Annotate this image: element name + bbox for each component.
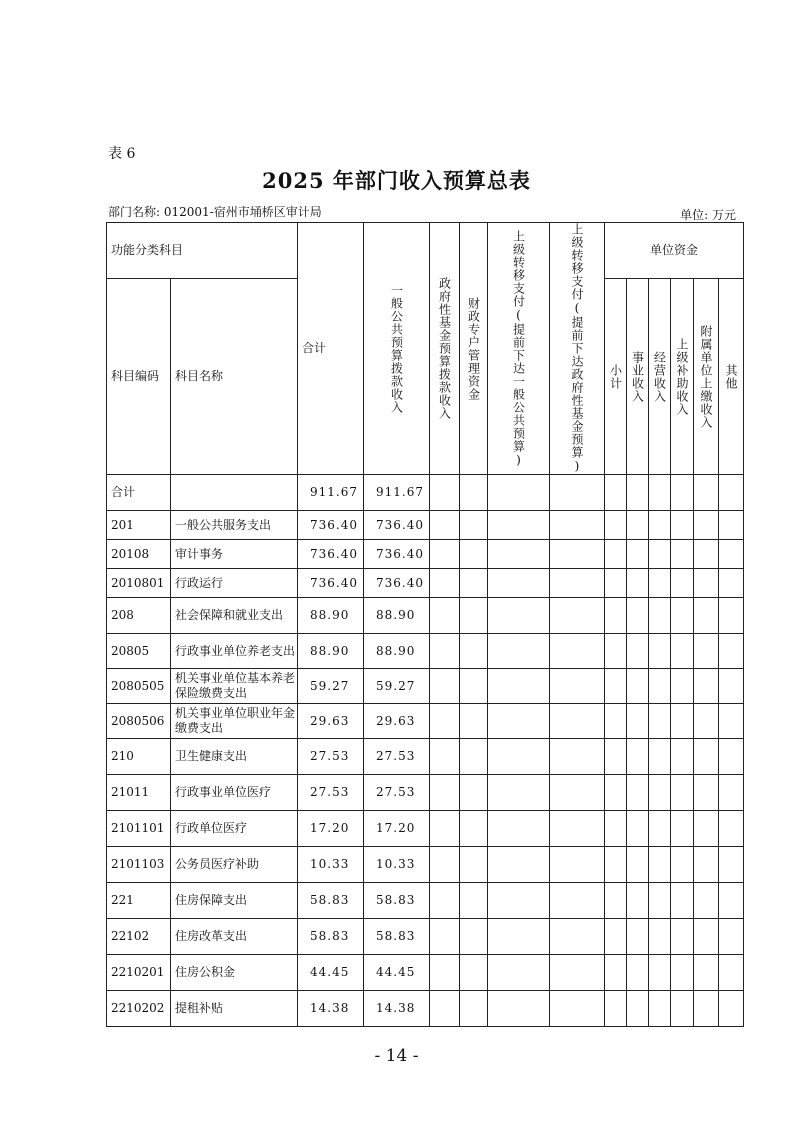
row-empty-cell: [460, 955, 488, 991]
row-empty-cell: [605, 569, 627, 598]
row-empty-cell: [627, 634, 649, 669]
row-empty-cell: [627, 475, 649, 511]
row-general-budget: 58.83: [364, 919, 430, 955]
table-row: [107, 634, 744, 669]
row-empty-cell: [627, 883, 649, 919]
table-row: [107, 511, 744, 540]
row-empty-cell: [430, 704, 460, 739]
row-empty-cell: [719, 569, 744, 598]
row-empty-cell: [460, 919, 488, 955]
row-name: [171, 475, 298, 511]
row-empty-cell: [649, 540, 671, 569]
table-label: 表 6: [108, 146, 136, 162]
header-subsidy-income: 上级补助收入: [671, 279, 694, 475]
row-general-budget: 27.53: [364, 775, 430, 811]
row-empty-cell: [627, 598, 649, 634]
header-transfer-gov-fund: 上级转移支付(提前下达政府性基金预算): [550, 223, 605, 475]
row-empty-cell: [649, 847, 671, 883]
row-empty-cell: [460, 739, 488, 775]
row-empty-cell: [430, 634, 460, 669]
table-row: [107, 811, 744, 847]
row-empty-cell: [694, 475, 719, 511]
row-empty-cell: [719, 511, 744, 540]
row-empty-cell: [460, 811, 488, 847]
row-total: 10.33: [298, 847, 364, 883]
row-name: 公务员医疗补助: [171, 847, 298, 883]
row-empty-cell: [430, 569, 460, 598]
row-empty-cell: [719, 475, 744, 511]
row-general-budget: 44.45: [364, 955, 430, 991]
row-total: 27.53: [298, 739, 364, 775]
row-empty-cell: [627, 919, 649, 955]
row-total: 58.83: [298, 883, 364, 919]
row-code: 22102: [107, 919, 171, 955]
department-name: 部门名称: 012001-宿州市埇桥区审计局: [108, 205, 322, 219]
row-code: 2080505: [107, 669, 171, 704]
header-code: 科目编码: [107, 279, 171, 475]
row-name: 机关事业单位职业年金缴费支出: [171, 704, 298, 739]
header-special-fund: 财政专户管理资金: [460, 223, 488, 475]
row-empty-cell: [488, 598, 550, 634]
page-number: - 14 -: [374, 1046, 419, 1066]
row-general-budget: 88.90: [364, 634, 430, 669]
header-gov-fund: 政府性基金预算拨款收入: [430, 223, 460, 475]
row-empty-cell: [488, 775, 550, 811]
row-empty-cell: [550, 919, 605, 955]
page-title: 2025 年部门收入预算总表: [262, 168, 531, 193]
row-empty-cell: [605, 955, 627, 991]
table-row: [107, 883, 744, 919]
row-total: 17.20: [298, 811, 364, 847]
row-empty-cell: [627, 540, 649, 569]
row-empty-cell: [627, 847, 649, 883]
row-empty-cell: [649, 883, 671, 919]
row-empty-cell: [430, 991, 460, 1027]
row-empty-cell: [460, 540, 488, 569]
row-empty-cell: [430, 475, 460, 511]
row-empty-cell: [694, 775, 719, 811]
row-empty-cell: [605, 634, 627, 669]
row-empty-cell: [488, 704, 550, 739]
row-empty-cell: [649, 704, 671, 739]
row-empty-cell: [719, 955, 744, 991]
row-general-budget: 911.67: [364, 475, 430, 511]
row-total: 736.40: [298, 569, 364, 598]
row-empty-cell: [719, 634, 744, 669]
row-empty-cell: [627, 991, 649, 1027]
row-empty-cell: [627, 511, 649, 540]
row-empty-cell: [694, 669, 719, 704]
row-code: 2010801: [107, 569, 171, 598]
row-empty-cell: [671, 569, 694, 598]
row-empty-cell: [488, 540, 550, 569]
header-operating-income: 经营收入: [649, 279, 671, 475]
table-row: [107, 775, 744, 811]
table-row: [107, 669, 744, 704]
row-empty-cell: [649, 475, 671, 511]
row-empty-cell: [605, 598, 627, 634]
row-empty-cell: [719, 669, 744, 704]
row-empty-cell: [550, 775, 605, 811]
row-empty-cell: [550, 540, 605, 569]
row-total: 29.63: [298, 704, 364, 739]
row-empty-cell: [550, 475, 605, 511]
row-general-budget: 736.40: [364, 511, 430, 540]
row-code: 210: [107, 739, 171, 775]
row-empty-cell: [671, 811, 694, 847]
row-empty-cell: [430, 540, 460, 569]
row-empty-cell: [550, 991, 605, 1027]
row-empty-cell: [488, 511, 550, 540]
row-code: 合计: [107, 475, 171, 511]
row-name: 机关事业单位基本养老保险缴费支出: [171, 669, 298, 704]
row-empty-cell: [671, 775, 694, 811]
row-empty-cell: [430, 955, 460, 991]
row-empty-cell: [627, 775, 649, 811]
header-general-budget: 一般公共预算拨款收入: [364, 223, 430, 475]
row-name: 行政单位医疗: [171, 811, 298, 847]
row-general-budget: 736.40: [364, 569, 430, 598]
table-row: [107, 598, 744, 634]
row-empty-cell: [488, 669, 550, 704]
row-empty-cell: [719, 775, 744, 811]
row-total: 59.27: [298, 669, 364, 704]
row-empty-cell: [694, 598, 719, 634]
header-other: 其他: [719, 279, 744, 475]
row-empty-cell: [488, 991, 550, 1027]
row-empty-cell: [627, 955, 649, 991]
row-empty-cell: [460, 569, 488, 598]
row-empty-cell: [430, 669, 460, 704]
row-name: 行政运行: [171, 569, 298, 598]
header-name: 科目名称: [171, 279, 298, 475]
row-empty-cell: [627, 811, 649, 847]
row-empty-cell: [488, 569, 550, 598]
row-empty-cell: [649, 511, 671, 540]
row-empty-cell: [460, 669, 488, 704]
row-empty-cell: [460, 511, 488, 540]
row-empty-cell: [694, 883, 719, 919]
header-transfer-general: 上级转移支付(提前下达一般公共预算): [488, 223, 550, 475]
row-empty-cell: [550, 739, 605, 775]
row-empty-cell: [550, 847, 605, 883]
table-row: [107, 540, 744, 569]
row-empty-cell: [694, 811, 719, 847]
row-total: 14.38: [298, 991, 364, 1027]
row-code: 2101103: [107, 847, 171, 883]
row-total: 911.67: [298, 475, 364, 511]
row-empty-cell: [488, 475, 550, 511]
row-empty-cell: [488, 811, 550, 847]
row-empty-cell: [719, 847, 744, 883]
row-empty-cell: [430, 511, 460, 540]
row-empty-cell: [671, 955, 694, 991]
row-empty-cell: [649, 598, 671, 634]
header-subtotal: 小计: [605, 279, 627, 475]
row-empty-cell: [627, 739, 649, 775]
row-empty-cell: [671, 511, 694, 540]
row-total: 27.53: [298, 775, 364, 811]
row-empty-cell: [694, 955, 719, 991]
row-empty-cell: [719, 991, 744, 1027]
row-empty-cell: [627, 669, 649, 704]
row-empty-cell: [719, 540, 744, 569]
row-empty-cell: [605, 475, 627, 511]
row-empty-cell: [550, 883, 605, 919]
row-empty-cell: [719, 739, 744, 775]
row-empty-cell: [460, 475, 488, 511]
row-empty-cell: [605, 540, 627, 569]
header-unit-funds: 单位资金: [605, 223, 744, 279]
row-empty-cell: [488, 739, 550, 775]
row-general-budget: 736.40: [364, 540, 430, 569]
row-empty-cell: [694, 919, 719, 955]
row-empty-cell: [671, 883, 694, 919]
row-empty-cell: [430, 739, 460, 775]
row-empty-cell: [671, 598, 694, 634]
row-code: 2210202: [107, 991, 171, 1027]
row-empty-cell: [649, 634, 671, 669]
table-row: [107, 704, 744, 739]
row-empty-cell: [605, 811, 627, 847]
row-empty-cell: [719, 883, 744, 919]
row-empty-cell: [460, 847, 488, 883]
row-code: 201: [107, 511, 171, 540]
row-empty-cell: [671, 540, 694, 569]
row-empty-cell: [694, 634, 719, 669]
row-name: 住房改革支出: [171, 919, 298, 955]
table-row: [107, 475, 744, 511]
row-total: 58.83: [298, 919, 364, 955]
row-empty-cell: [550, 634, 605, 669]
row-empty-cell: [430, 847, 460, 883]
row-total: 736.40: [298, 511, 364, 540]
row-empty-cell: [488, 847, 550, 883]
row-empty-cell: [671, 669, 694, 704]
budget-table: [106, 222, 744, 1027]
row-general-budget: 14.38: [364, 991, 430, 1027]
row-empty-cell: [649, 811, 671, 847]
row-code: 2080506: [107, 704, 171, 739]
row-code: 20805: [107, 634, 171, 669]
row-empty-cell: [649, 919, 671, 955]
row-empty-cell: [605, 739, 627, 775]
row-general-budget: 27.53: [364, 739, 430, 775]
row-empty-cell: [671, 991, 694, 1027]
row-name: 社会保障和就业支出: [171, 598, 298, 634]
row-empty-cell: [488, 919, 550, 955]
row-general-budget: 88.90: [364, 598, 430, 634]
row-empty-cell: [649, 669, 671, 704]
row-empty-cell: [550, 704, 605, 739]
table-row: [107, 919, 744, 955]
row-name: 行政事业单位养老支出: [171, 634, 298, 669]
row-empty-cell: [605, 669, 627, 704]
row-empty-cell: [605, 704, 627, 739]
row-empty-cell: [671, 634, 694, 669]
row-code: 2210201: [107, 955, 171, 991]
row-empty-cell: [550, 511, 605, 540]
row-empty-cell: [460, 775, 488, 811]
row-empty-cell: [671, 704, 694, 739]
table-row: [107, 569, 744, 598]
row-empty-cell: [694, 704, 719, 739]
row-code: 208: [107, 598, 171, 634]
row-empty-cell: [460, 991, 488, 1027]
row-empty-cell: [671, 919, 694, 955]
row-empty-cell: [550, 598, 605, 634]
header-total: 合计: [298, 223, 364, 475]
unit-label: 单位: 万元: [680, 208, 736, 222]
row-empty-cell: [430, 811, 460, 847]
row-general-budget: 59.27: [364, 669, 430, 704]
row-name: 卫生健康支出: [171, 739, 298, 775]
row-empty-cell: [460, 598, 488, 634]
row-empty-cell: [550, 569, 605, 598]
row-empty-cell: [694, 991, 719, 1027]
row-empty-cell: [719, 704, 744, 739]
row-name: 住房公积金: [171, 955, 298, 991]
row-total: 88.90: [298, 634, 364, 669]
row-name: 提租补贴: [171, 991, 298, 1027]
row-general-budget: 10.33: [364, 847, 430, 883]
table-row: [107, 955, 744, 991]
row-empty-cell: [550, 955, 605, 991]
header-func-category: 功能分类科目: [107, 223, 298, 279]
row-empty-cell: [671, 847, 694, 883]
row-name: 行政事业单位医疗: [171, 775, 298, 811]
row-empty-cell: [605, 919, 627, 955]
table-row: [107, 991, 744, 1027]
row-empty-cell: [550, 669, 605, 704]
row-empty-cell: [694, 569, 719, 598]
row-code: 21011: [107, 775, 171, 811]
table-row: [107, 739, 744, 775]
table-row: [107, 847, 744, 883]
row-empty-cell: [649, 955, 671, 991]
row-code: 221: [107, 883, 171, 919]
row-empty-cell: [719, 598, 744, 634]
row-empty-cell: [550, 811, 605, 847]
row-total: 44.45: [298, 955, 364, 991]
row-name: 一般公共服务支出: [171, 511, 298, 540]
row-name: 住房保障支出: [171, 883, 298, 919]
row-empty-cell: [694, 739, 719, 775]
row-empty-cell: [460, 883, 488, 919]
row-empty-cell: [719, 919, 744, 955]
row-empty-cell: [605, 883, 627, 919]
row-empty-cell: [719, 811, 744, 847]
row-general-budget: 58.83: [364, 883, 430, 919]
row-empty-cell: [649, 775, 671, 811]
row-empty-cell: [649, 569, 671, 598]
row-empty-cell: [605, 847, 627, 883]
header-business-income: 事业收入: [627, 279, 649, 475]
row-empty-cell: [649, 991, 671, 1027]
row-total: 88.90: [298, 598, 364, 634]
row-empty-cell: [605, 775, 627, 811]
row-empty-cell: [488, 883, 550, 919]
row-empty-cell: [605, 991, 627, 1027]
row-general-budget: 29.63: [364, 704, 430, 739]
row-code: 2101101: [107, 811, 171, 847]
row-empty-cell: [671, 739, 694, 775]
row-empty-cell: [627, 569, 649, 598]
row-empty-cell: [694, 540, 719, 569]
row-empty-cell: [605, 511, 627, 540]
row-empty-cell: [488, 955, 550, 991]
row-empty-cell: [430, 598, 460, 634]
row-empty-cell: [627, 704, 649, 739]
row-empty-cell: [460, 704, 488, 739]
row-empty-cell: [649, 739, 671, 775]
row-empty-cell: [694, 847, 719, 883]
row-empty-cell: [488, 634, 550, 669]
row-empty-cell: [430, 919, 460, 955]
row-empty-cell: [430, 775, 460, 811]
row-empty-cell: [430, 883, 460, 919]
row-empty-cell: [694, 511, 719, 540]
row-general-budget: 17.20: [364, 811, 430, 847]
row-name: 审计事务: [171, 540, 298, 569]
row-total: 736.40: [298, 540, 364, 569]
header-affiliated-income: 附属单位上缴收入: [694, 279, 719, 475]
row-code: 20108: [107, 540, 171, 569]
row-empty-cell: [671, 475, 694, 511]
row-empty-cell: [460, 634, 488, 669]
